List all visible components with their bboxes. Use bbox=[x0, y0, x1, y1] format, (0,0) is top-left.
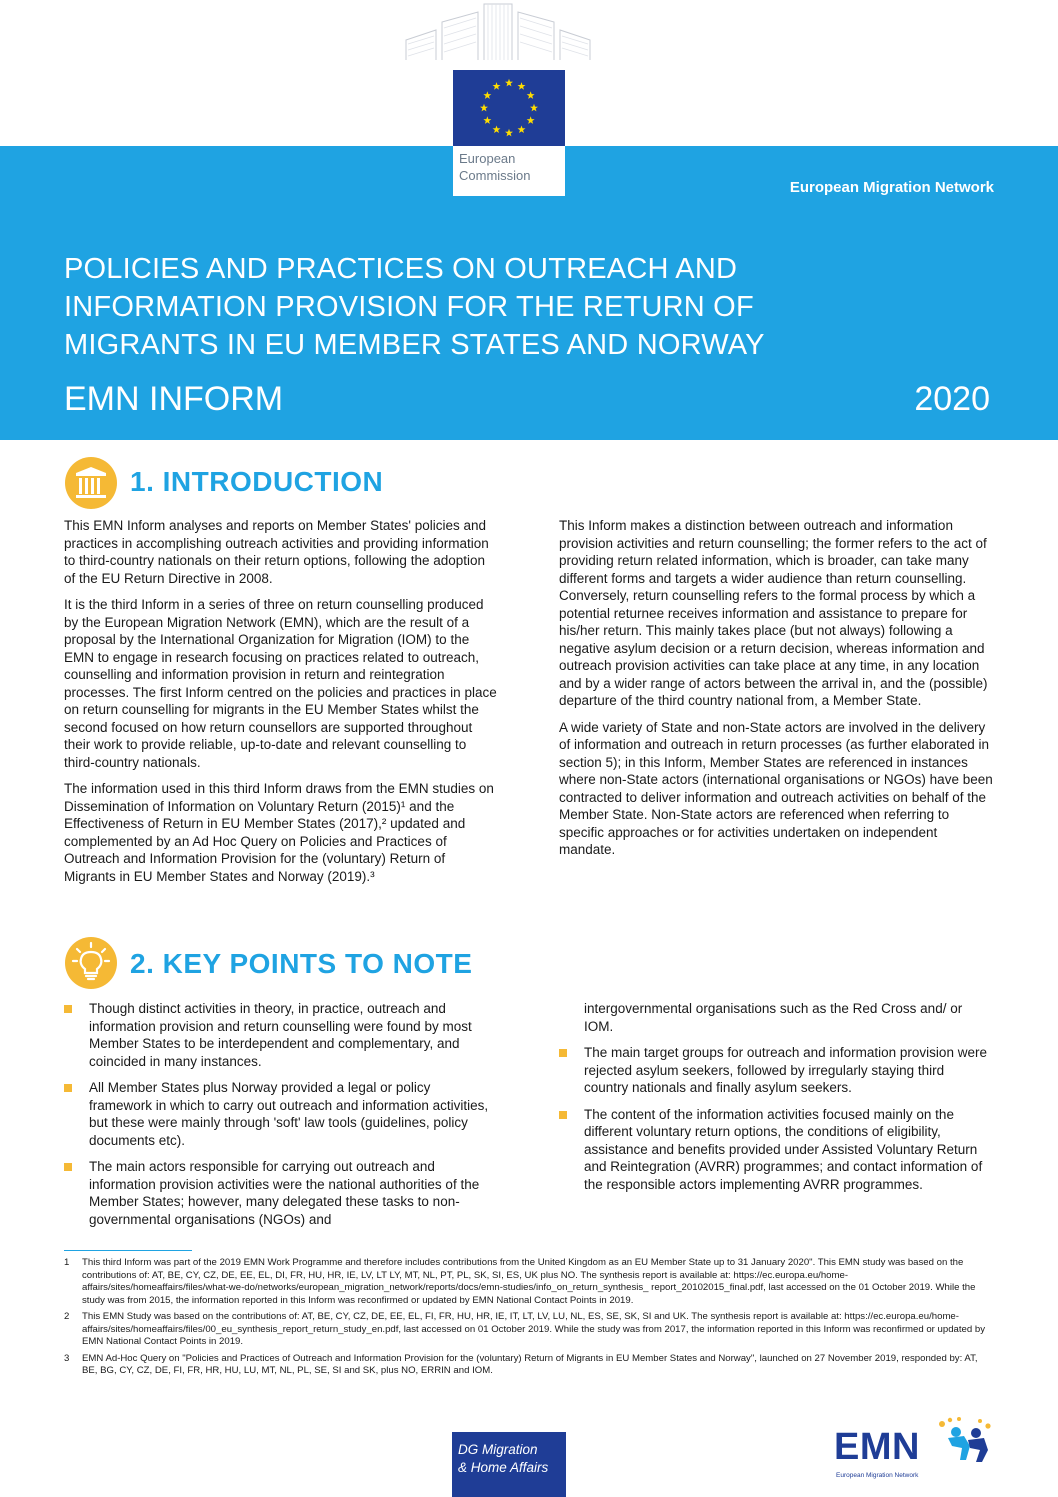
bullet-item: The main target groups for outreach and information provision were rejected asylum seekers, followed by irregularly staying third country nationals and finally asylum seekers. bbox=[559, 1044, 991, 1097]
paragraph: This Inform makes a distinction between outreach and information provision activities and return counselling; the former refers to the act of providing return related information, which is broader, can take many different forms and targets a wider audience than return counselling. Conversely, return counselling refers to the formal process by which a potential returnee receives information and assistance to prepare for his/her return. This mainly takes place (but not always) following a negative asylum decision or a return decision, whereas information and outreach provision activities can take place at any time, in any location and by a wider range of actors between the arrival in, and the (possible) departure of the third country national from, a Member State. bbox=[559, 518, 988, 708]
intro-right-column bbox=[559, 517, 993, 868]
footnote bbox=[64, 1311, 994, 1349]
logo-line-european: European bbox=[459, 151, 516, 166]
footnote-divider bbox=[64, 1250, 192, 1251]
footnote-number: 1 bbox=[64, 1257, 70, 1268]
intro-left-column bbox=[64, 517, 498, 894]
paragraph: The information used in this third Inform draws from the EMN studies on Dissemination of Information on Voluntary Return (2015)¹ and the Effectiveness of Return in EU Member States (2017),² updated and complemented by an Ad Hoc Query on Policies and Practices of Outreach and Information Provision for the (voluntary) Return of Migrants in EU Member States and Norway (2019).³ bbox=[64, 781, 494, 884]
bullet-item: All Member States plus Norway provided a legal or policy framework in which to carry out outreach and information activities, but these were mainly through 'soft' law tools (guidelines, policy documents etc). bbox=[64, 1079, 494, 1149]
footnote-text: This third Inform was part of the 2019 EMN Work Programme and therefore includes contributions from the United Kingdom as an EU Member State up to 31 January 2020". This EMN study was based on the contributions of: AT, BE, CY, CZ, DE, EE, EL, DI, FR, HU, HR, IE, LV, LT LY, MT, NL, PT, PL, SK, SI, ES, UK plus NO. The synthesis report is available at: https://ec.europa.eu/home-affairs/sites/homeaffairs/files/what-we-do/networks/european_migration_network/reports/docs/emn-studies/info_on_return_synthesis_ report_20102015_final.pdf, last accessed on the 01 October 2019. While the study was from 2015, the information reported in this Inform was reconfirmed or updated by EMN National Contact Points in 2019. bbox=[82, 1257, 976, 1306]
logo-line-commission: Commission bbox=[459, 168, 531, 183]
dg-migration-logo bbox=[452, 1432, 566, 1497]
emn-logo-word: EMN bbox=[834, 1426, 920, 1468]
emn-figures-icon bbox=[934, 1416, 996, 1466]
title-line: POLICIES AND PRACTICES ON OUTREACH AND bbox=[64, 253, 738, 285]
footnote bbox=[64, 1257, 994, 1307]
bullet-item: The content of the information activities focused mainly on the different voluntary return options, the conditions of eligibility, assistance and benefits provided under Assisted Voluntary Return and Reintegration (AVRR) programmes; and contact information of the responsible actors implementing AVRR programmes. bbox=[559, 1106, 991, 1194]
columns-icon bbox=[64, 456, 118, 510]
footnote-text: EMN Ad-Hoc Query on "Policies and Practices of Outreach and Information Provision for the (voluntary) Return of Migrants in EU Member States and Norway", launched on 27 November 2019, responded by: AT, BE, BG, CY, CZ, DE, FI, FR, HR, HU, LU, MT, NL, PL, SE, SI and SK, plus NO, ERRIN and IOM. bbox=[82, 1352, 978, 1376]
dg-line: DG Migration bbox=[458, 1442, 538, 1457]
bullet-continuation: intergovernmental organisations such as the Red Cross and/ or IOM. bbox=[584, 1001, 963, 1034]
footnotes bbox=[64, 1257, 994, 1382]
key-points-right-column bbox=[559, 1000, 991, 1202]
dg-line: & Home Affairs bbox=[458, 1460, 549, 1475]
footnote-text: This EMN Study was based on the contributions of: AT, BE, CY, CZ, DE, EE, EL, FI, FR, HU, HR, IE, IT, LT, LV, LU, NL, ES, SE, SK, SI and UK. The synthesis report is available at: https://ec.europa.eu/home-affairs/sites/homeaffairs/files/00_eu_synthesis_report_return_study_en.pdf, last accessed on 01 October 2019. While the study was from 2017, the information reported in this Inform was reconfirmed or updated by EMN National Contact Points in 2019. bbox=[82, 1311, 986, 1347]
title-line: MIGRANTS IN EU MEMBER STATES AND NORWAY bbox=[64, 329, 765, 361]
european-commission-logo bbox=[453, 70, 565, 196]
emn-logo-subtitle: European Migration Network bbox=[836, 1472, 919, 1479]
page-title bbox=[64, 250, 884, 364]
paragraph: It is the third Inform in a series of three on return counselling produced by the European Migration Network (EMN), which are the result of a proposal by the International Organization for Migration (IOM) to the EMN to engage in research focusing on practices related to outreach, counselling and information provision in return and reintegration processes. The first Inform centred on the policies and practices in place on return counselling for migrants in the EU Member States whilst the second focused on how return counsellors are supported throughout their work to provide reliable, up-to-date and relevant counselling to third-country nationals. bbox=[64, 597, 497, 770]
key-points-left-column bbox=[64, 1000, 494, 1237]
footnote-number: 2 bbox=[64, 1311, 70, 1322]
title-line: INFORMATION PROVISION FOR THE RETURN OF bbox=[64, 291, 754, 323]
emn-logo bbox=[834, 1416, 996, 1482]
footnote bbox=[64, 1353, 994, 1378]
series-label: EMN INFORM bbox=[64, 380, 284, 418]
section-heading-introduction: 1. INTRODUCTION bbox=[130, 466, 384, 497]
bullet-item: The main actors responsible for carrying out outreach and information provision activities were the national authorities of the Member States; however, many delegated these tasks to non-governmental organisations (NGOs) and bbox=[64, 1158, 494, 1228]
footnote-number: 3 bbox=[64, 1352, 70, 1364]
paragraph: A wide variety of State and non-State actors are involved in the delivery of information and outreach in return processes (as further elaborated in section 5); in this Inform, Member States are referenced in instances where non-State actors (international organisations or NGOs) have been contracted to deliver information and outreach activities on behalf of the Member State. Non-State actors are referenced when referring to specific approaches or for activities undertaken on independent mandate. bbox=[559, 719, 993, 857]
logo-text bbox=[453, 150, 565, 184]
building-illustration bbox=[392, 0, 604, 72]
bullet-item: Though distinct activities in theory, in practice, outreach and information provision and return counselling were found by most Member States to be interdependent and complementary, and coincided in many instances. bbox=[64, 1000, 494, 1070]
lightbulb-icon bbox=[64, 936, 118, 990]
paragraph: This EMN Inform analyses and reports on Member States' policies and practices in accomplishing outreach activities and providing information to third-country nationals on their return options, following the adoption of the EU Return Directive in 2008. bbox=[64, 518, 489, 586]
network-name: European Migration Network bbox=[789, 179, 994, 196]
year-label: 2020 bbox=[914, 380, 990, 418]
eu-flag-icon bbox=[453, 70, 565, 146]
section-heading-key-points: 2. KEY POINTS TO NOTE bbox=[130, 948, 473, 979]
